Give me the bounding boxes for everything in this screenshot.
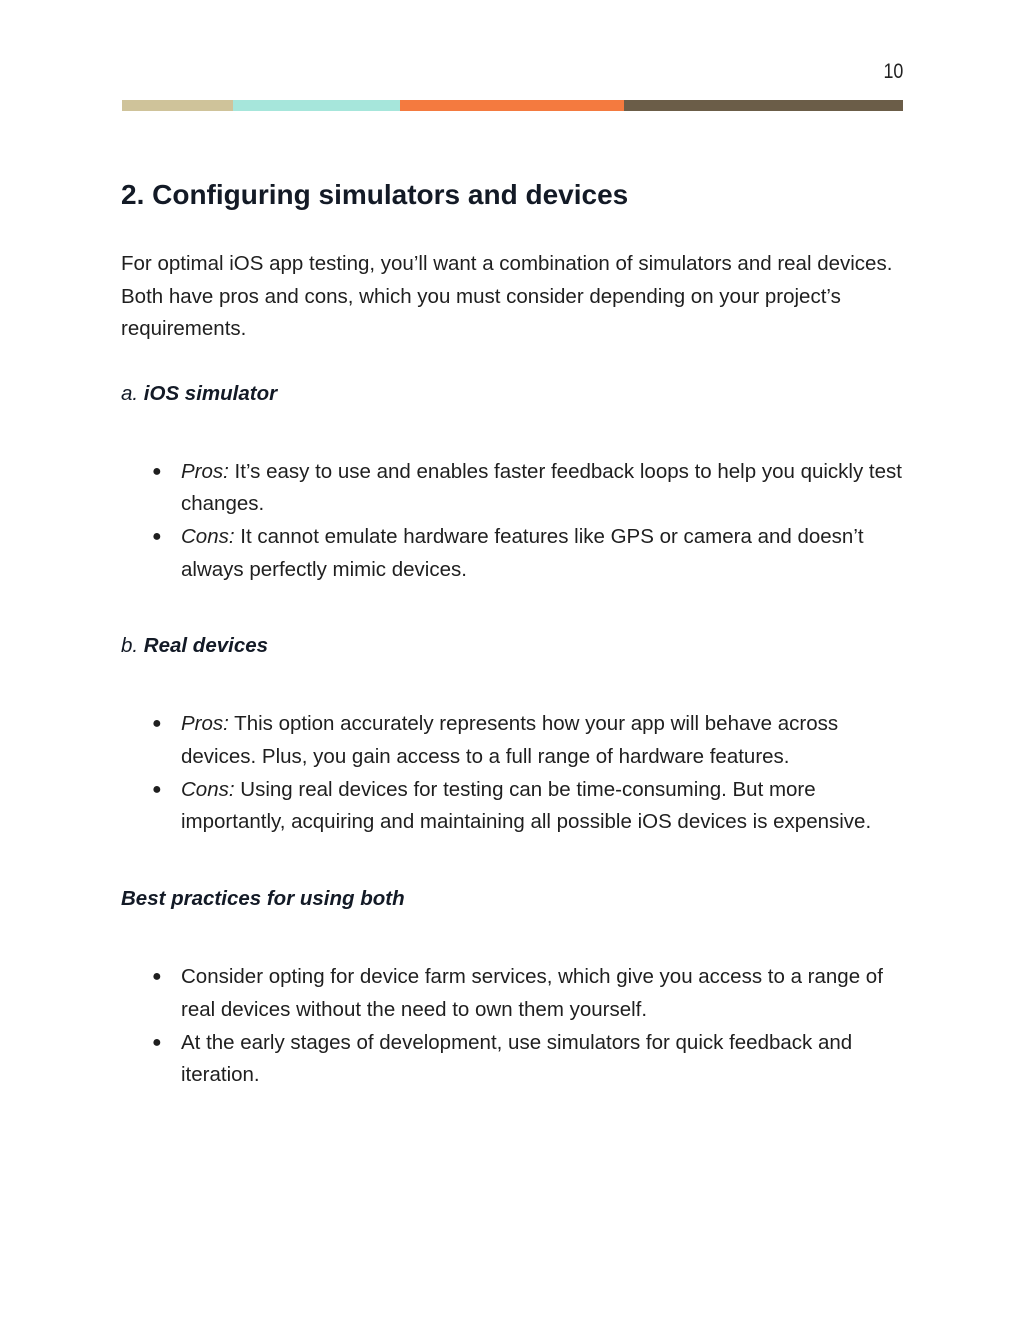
real-devices-prefix: b. — [121, 634, 144, 658]
color-bar-segment-2 — [233, 100, 400, 111]
best-practices-heading: Best practices for using both — [121, 887, 405, 911]
page-content — [121, 170, 911, 1092]
list-item — [121, 1027, 911, 1092]
list-item — [121, 521, 911, 586]
item-lead: Cons: — [181, 777, 235, 801]
color-bar-segment-3 — [400, 100, 624, 111]
item-lead: Cons: — [181, 524, 235, 548]
bullet-icon: ● — [152, 780, 162, 798]
simulator-list — [121, 456, 911, 587]
real-devices-heading — [121, 630, 911, 662]
item-text: At the early stages of development, use simulators for quick feedback and iteration. — [181, 1030, 853, 1087]
item-lead: Pros: — [181, 459, 229, 483]
item-text: Using real devices for testing can be time-consuming. But more importantly, acquiring and maintaining all possible iOS devices is expensive. — [181, 777, 872, 834]
item-text: Consider opting for device farm services, which give you access to a range of real devices without the need to own them yourself. — [181, 965, 883, 1021]
bullet-icon: ● — [152, 462, 162, 480]
page-number: 10 — [883, 60, 903, 83]
list-item — [121, 774, 911, 839]
simulator-title: iOS simulator — [143, 381, 278, 405]
section-heading: 2. Configuring simulators and devices — [121, 179, 629, 210]
bullet-icon: ● — [152, 968, 162, 986]
item-text: It cannot emulate hardware features like GPS or camera and doesn’t always perfectly mimic devices. — [181, 524, 864, 581]
intro-paragraph: For optimal iOS app testing, you’ll want a combination of simulators and real devices. Both have pros and cons, which you must consider depending on your project’s requirements. — [121, 252, 893, 340]
list-item — [121, 456, 911, 521]
item-text: It’s easy to use and enables faster feedback loops to help you quickly test changes. — [181, 459, 902, 516]
list-item — [121, 708, 911, 773]
simulator-heading — [121, 378, 911, 410]
header-color-bar — [122, 100, 903, 111]
item-lead: Pros: — [181, 712, 229, 736]
bullet-icon: ● — [152, 715, 162, 733]
bullet-icon: ● — [152, 1033, 162, 1051]
list-item — [121, 961, 911, 1026]
bullet-icon: ● — [152, 527, 162, 545]
color-bar-segment-4 — [624, 100, 903, 111]
real-devices-title: Real devices — [143, 634, 269, 658]
real-devices-list — [121, 708, 911, 839]
item-text: This option accurately represents how your app will behave across devices. Plus, you gain access to a full range of hardware features. — [181, 712, 839, 769]
color-bar-segment-1 — [122, 100, 233, 111]
best-practices-list — [121, 961, 911, 1092]
simulator-prefix: a. — [121, 381, 144, 405]
